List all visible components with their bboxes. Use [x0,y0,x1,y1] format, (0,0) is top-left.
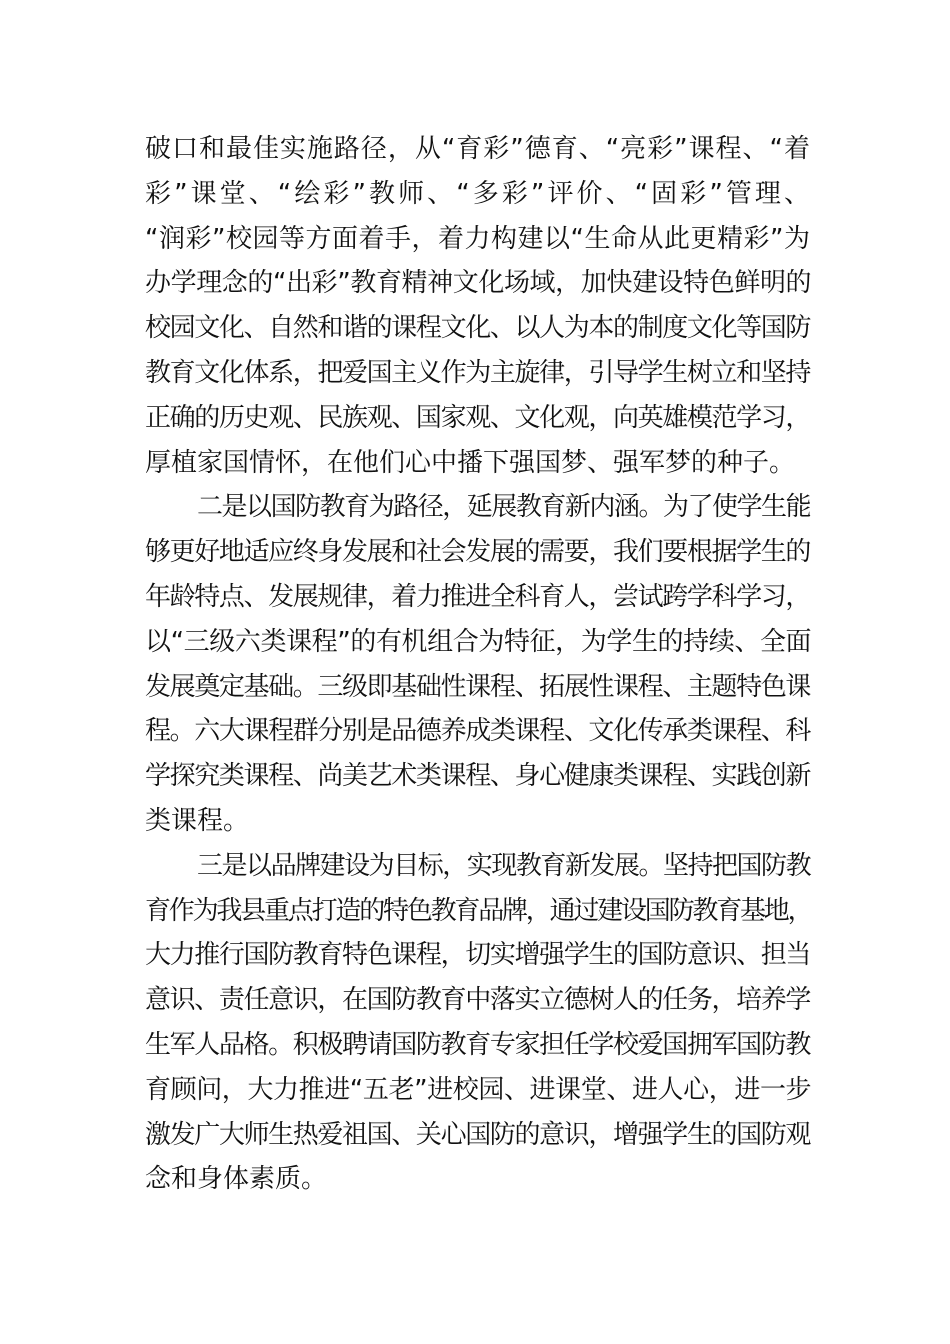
text-line: 育作为我县重点打造的特色教育品牌，通过建设国防教育基地， [145,895,812,926]
text-line: 程。六大课程群分别是品德养成类课程、文化传承类课程、科 [145,716,810,747]
text-line: 教育文化体系，把爱国主义作为主旋律，引导学生树立和坚持 [145,357,810,388]
text-line: 学探究类课程、尚美艺术类课程、身心健康类课程、实践创新 [145,761,810,792]
text-line: 校园文化、自然和谐的课程文化、以人为本的制度文化等国防 [145,313,810,344]
text-line: 念和身体素质。 [145,1164,328,1195]
text-line: 正确的历史观、民族观、国家观、文化观，向英雄模范学习， [145,402,810,433]
text-line: 办学理念的“出彩”教育精神文化场域，加快建设特色鲜明的 [145,268,812,299]
text-line: 年龄特点、发展规律，着力推进全科育人，尝试跨学科学习， [145,581,810,612]
text-line: 厚植家国情怀，在他们心中播下强国梦、强军梦的种子。 [145,447,796,478]
text-line: 发展奠定基础。三级即基础性课程、拓展性课程、主题特色课 [145,671,810,702]
text-line: 以“三级六类课程”的有机组合为特征，为学生的持续、全面 [145,626,812,657]
paragraph-first-line: 三是以品牌建设为目标，实现教育新发展。坚持把国防教 [197,850,810,881]
text-line: 激发广大师生热爱祖国、关心国防的意识，增强学生的国防观 [145,1119,810,1150]
text-line: 彩”课堂、“绘彩”教师、“多彩”评价、“固彩”管理、 [145,178,810,209]
text-line: “润彩”校园等方面着手，着力构建以“生命从此更精彩”为 [145,223,810,254]
text-line: 够更好地适应终身发展和社会发展的需要，我们要根据学生的 [145,537,810,568]
text-line: 破口和最佳实施路径，从“育彩”德育、“亮彩”课程、“着 [145,134,810,164]
document-body [145,127,810,1202]
text-line: 类课程。 [145,805,250,836]
text-line: 生军人品格。积极聘请国防教育专家担任学校爱国拥军国防教 [145,1029,810,1060]
paragraph-first-line: 二是以国防教育为路径，延展教育新内涵。为了使学生能 [197,492,810,523]
text-line: 大力推行国防教育特色课程，切实增强学生的国防意识、担当 [145,940,810,971]
text-line: 意识、责任意识，在国防教育中落实立德树人的任务，培养学 [145,985,810,1016]
text-line: 育顾问，大力推进“五老”进校园、进课堂、进人心，进一步 [145,1074,812,1105]
